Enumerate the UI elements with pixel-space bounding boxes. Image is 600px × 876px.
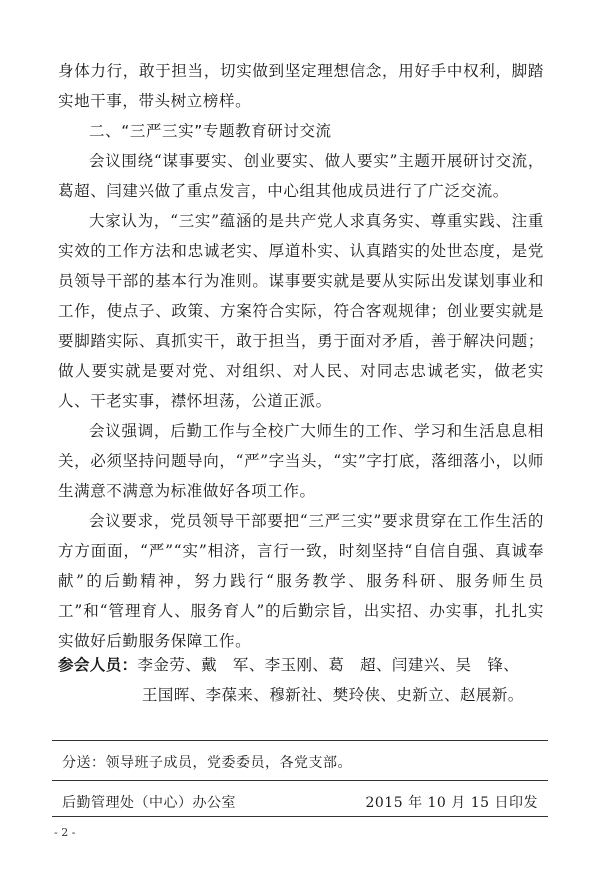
paragraph-continued: 身体力行，敢于担当，切实做到坚定理想信念，用好手中权利，脚踏实地干事，带头树立榜样。 xyxy=(58,62,544,110)
page-number: - 2 - xyxy=(54,826,76,839)
divider-bottom xyxy=(52,816,548,817)
attendees-names-1: 李金劳、戴 军、李玉刚、葛 超、闫建兴、吴 锋、 xyxy=(137,656,520,674)
paragraph-emphasis: 会议强调，后勤工作与全校广大师生的工作、学习和生活息息相关，必须坚持问题导向，“严”字当头，“实”字打底，落细落小，以师生满意不满意为标准做好各项工作。 xyxy=(58,422,544,500)
attendees-row-1 xyxy=(58,650,558,680)
document-body xyxy=(58,56,544,656)
divider-middle xyxy=(52,780,548,781)
paragraph-discussion: 会议围绕“谋事要实、创业要实、做人要实”主题开展研讨交流，葛超、闫建兴做了重点发言，中心组其他成员进行了广泛交流。 xyxy=(58,152,544,200)
distribution-list: 分送：领导班子成员，党委委员，各党支部。 xyxy=(62,755,352,771)
issue-date: 2015 年 10 月 15 日印发 xyxy=(365,795,538,811)
paragraph-requirements: 会议要求，党员领导干部要把“三严三实”要求贯穿在工作生活的方方面面，“严”“实”相济，言行一致，时刻坚持“自信自强、真诚奉献”的后勤精神，努力践行“服务教学、服务科研、服务师生员工”和“管理育人、服务育人”的后勤宗旨，出实招、办实事，扎扎实实做好后勤服务保障工作。 xyxy=(58,512,544,650)
paragraph-consensus: 大家认为，“三实”蕴涵的是共产党人求真务实、尊重实践、注重实效的工作方法和忠诚老实、厚道朴实、认真踏实的处世态度，是党员领导干部的基本行为准则。谋事要实就是要从实际出发谋划事业和工作，使点子、政策、方案符合实际，符合客观规律；创业要实就是要脚踏实际、真抓实干，敢于担当，勇于面对矛盾，善于解决问题；做人要实就是要对党、对组织、对人民、对同志忠诚老实，做老实人、干老实事，襟怀坦荡，公道正派。 xyxy=(58,212,544,410)
attendees-section xyxy=(58,650,558,710)
attendees-names-2: 王国晖、李葆来、穆新社、樊玲侠、史新立、赵展新。 xyxy=(142,686,524,704)
section-heading: 二、“三严三实”专题教育研讨交流 xyxy=(89,122,332,140)
attendees-label: 参会人员： xyxy=(58,656,138,674)
divider-top xyxy=(52,740,548,741)
issuing-office: 后勤管理处（中心）办公室 xyxy=(62,795,236,811)
attendees-row-2 xyxy=(58,680,558,710)
